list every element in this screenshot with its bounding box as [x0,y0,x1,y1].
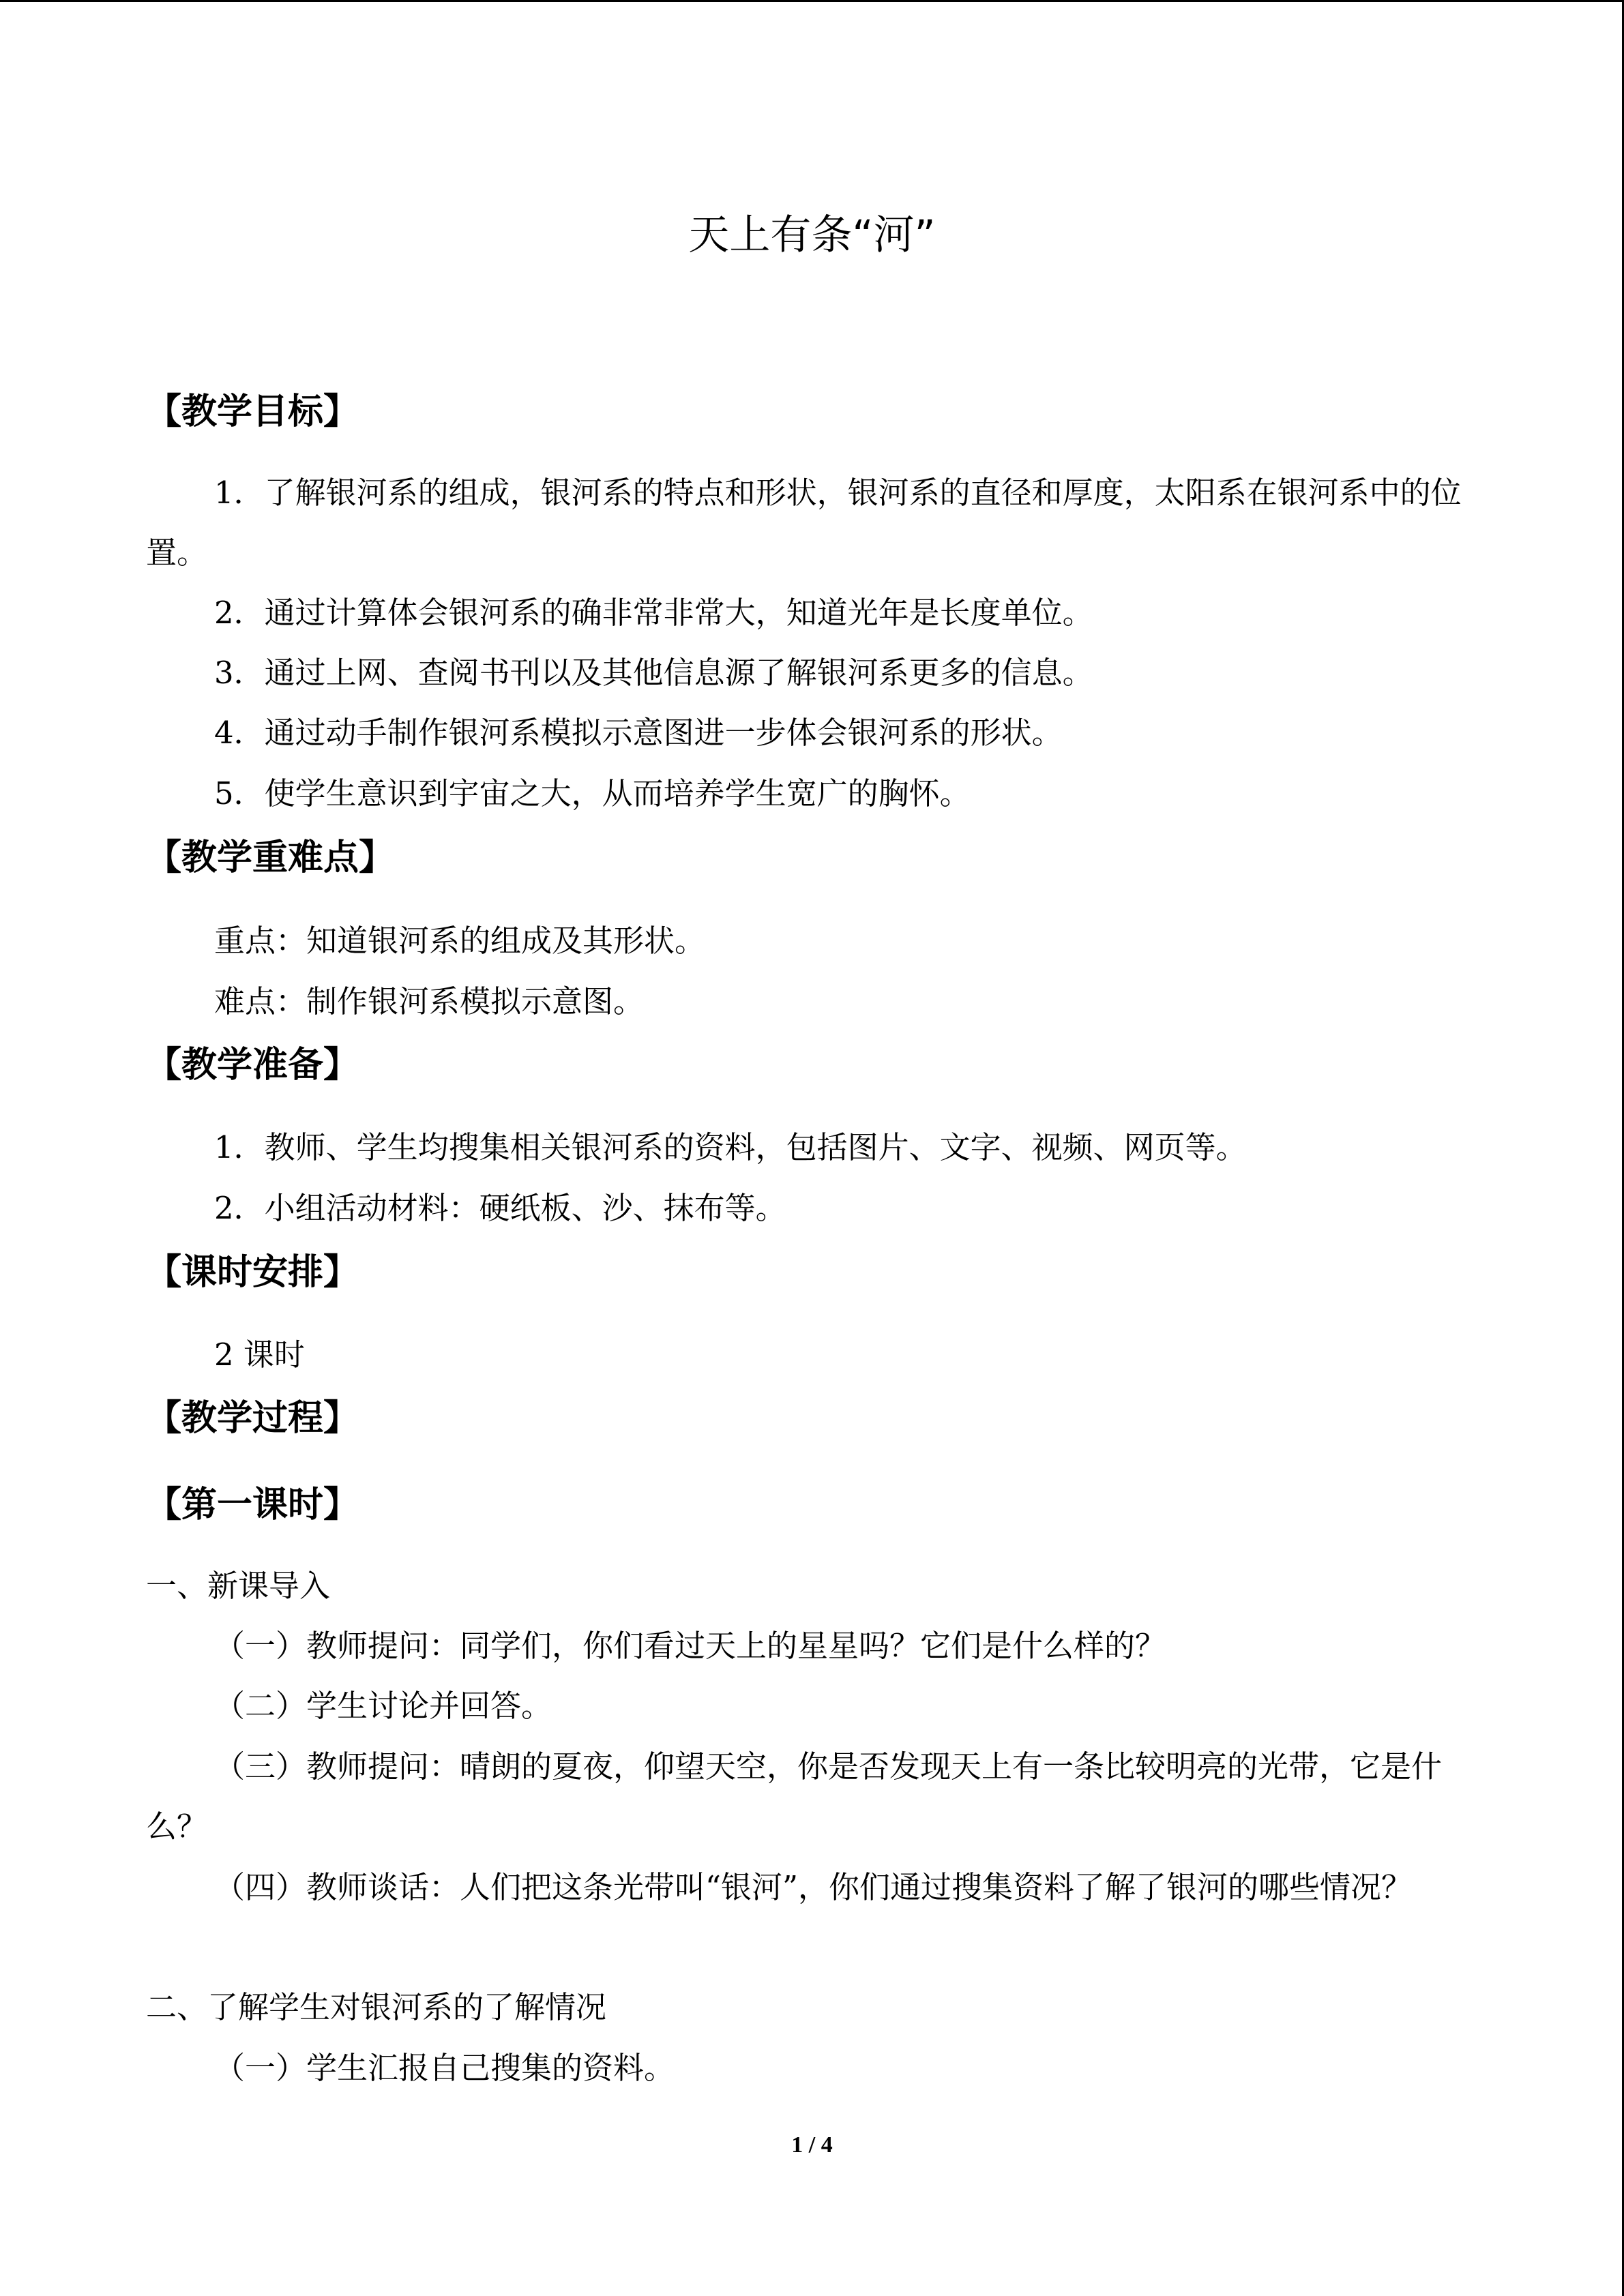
preparation-item-2: 2．小组活动材料：硬纸板、沙、抹布等。 [214,1190,786,1226]
intro-item-2: （二）学生讨论并回答。 [214,1688,552,1724]
page-number: 1 / 4 [791,2132,833,2158]
preparation-item-1: 1．教师、学生均搜集相关银河系的资料，包括图片、文字、视频、网页等。 [214,1129,1247,1165]
document-title: 天上有条“河” [688,211,936,259]
difficult-point-item: 难点：制作银河系模拟示意图。 [214,983,645,1019]
intro-item-4: （四）教师谈话：人们把这条光带叫“银河”，你们通过搜集资料了解了银河的哪些情况？ [214,1869,1413,1905]
intro-item-1: （一）教师提问：同学们，你们看过天上的星星吗？它们是什么样的？ [214,1628,1166,1664]
objective-item-5: 5．使学生意识到宇宙之大，从而培养学生宽广的胸怀。 [214,775,971,811]
survey-item-1: （一）学生汇报自己搜集的资料。 [214,2050,675,2086]
heading-process: 【教学过程】 [146,1398,359,1439]
heading-schedule: 【课时安排】 [146,1252,359,1293]
heading-key-points: 【教学重难点】 [146,837,395,878]
page-border-top [0,0,1624,2]
heading-preparation: 【教学准备】 [146,1045,359,1086]
intro-item-3: （三）教师提问：晴朗的夏夜，仰望天空，你是否发现天上有一条比较明亮的光带，它是什么？ [146,1748,1443,1845]
section-title-intro: 一、新课导入 [146,1568,331,1604]
objective-item-1: 1．了解银河系的组成，银河系的特点和形状，银河系的直径和厚度，太阳系在银河系中的位置。 [146,475,1462,571]
section-title-survey: 二、了解学生对银河系的了解情况 [146,1989,607,2025]
schedule-item: 2 课时 [214,1337,305,1373]
objective-item-2: 2．通过计算体会银河系的确非常非常大，知道光年是长度单位。 [214,595,1093,631]
heading-lesson-1: 【第一课时】 [146,1485,359,1525]
heading-objectives: 【教学目标】 [146,391,359,432]
objective-item-4: 4．通过动手制作银河系模拟示意图进一步体会银河系的形状。 [214,715,1063,751]
objective-item-3: 3．通过上网、查阅书刊以及其他信息源了解银河系更多的信息。 [214,655,1093,691]
key-point-item: 重点：知道银河系的组成及其形状。 [214,923,706,959]
